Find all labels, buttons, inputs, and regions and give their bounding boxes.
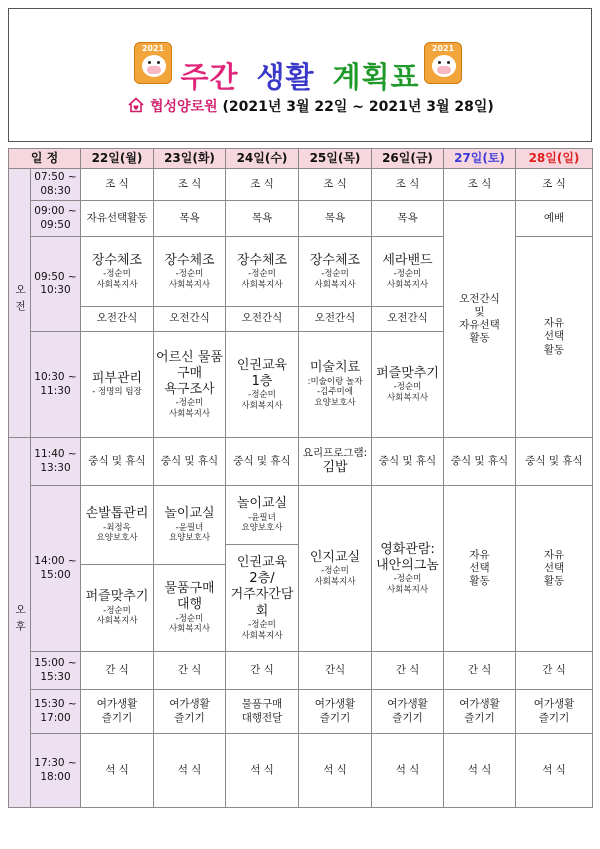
cell-thu-dinner: 석 식: [299, 734, 372, 808]
page-title: [0, 55, 600, 96]
row-leisure: [9, 690, 593, 734]
cell-sat-dinner: 석 식: [444, 734, 516, 808]
house-heart-icon: [128, 97, 144, 113]
badge-year-left: 2021: [141, 44, 165, 53]
cell-sat-lunch: 중식 및 휴식: [444, 438, 516, 486]
cell-sun-snack: 간 식: [516, 652, 593, 690]
cell-wed-dinner: 석 식: [226, 734, 299, 808]
period-pm: 오후: [9, 438, 31, 808]
cell-mon-dinner: 석 식: [81, 734, 154, 808]
cell-sat-am: 오전간식 및 자유선택 활동: [444, 201, 516, 438]
cell-thu-lunch: 요리프로그램: 김밥: [299, 438, 372, 486]
time-1030: 10:30 ~ 11:30: [31, 332, 81, 438]
header-row: [9, 149, 593, 169]
institution-name: 협성양로원: [150, 99, 218, 115]
day-header-mon: 22일(월): [81, 149, 154, 169]
time-1140: 11:40 ~ 13:30: [31, 438, 81, 486]
cell-sun-worship: 예배: [516, 201, 593, 237]
cell-mon-free: 자유선택활동: [81, 201, 154, 237]
day-header-sun: 28일(일): [516, 149, 593, 169]
day-header-thu: 25일(목): [299, 149, 372, 169]
cell-thu-bath: 목욕: [299, 201, 372, 237]
title-word-1: 주간: [180, 60, 239, 94]
row-breakfast: [9, 169, 593, 201]
time-0750: 07:50 ~ 08:30: [31, 169, 81, 201]
cell-wed-delivery: 물품구매 대행전달: [226, 690, 299, 734]
cell-thu-cognitive-class: 인지교실 -정순미 사회복지사: [299, 486, 372, 652]
time-0900: 09:00 ~ 09:50: [31, 201, 81, 237]
period-am: 오전: [9, 169, 31, 438]
cell-fri-snack: 간 식: [372, 652, 444, 690]
row-dinner: [9, 734, 593, 808]
cell-sun-leisure: 여가생활 즐기기: [516, 690, 593, 734]
cell-fri-theraband: 세라밴드 -정순미 사회복지사: [372, 237, 444, 307]
cell-fri-leisure: 여가생활 즐기기: [372, 690, 444, 734]
day-header-wed: 24일(수): [226, 149, 299, 169]
time-1400: 14:00 ~ 15:00: [31, 486, 81, 652]
cell-sat-snack: 간 식: [444, 652, 516, 690]
cell-mon-exercise: 장수체조 -정순미 사회복지사: [81, 237, 154, 307]
cell-fri-puzzle: 퍼즐맞추기 -정순미 사회복지사: [372, 332, 444, 438]
cell-mon-leisure: 여가생활 즐기기: [81, 690, 154, 734]
day-header-sat: 27일(토): [444, 149, 516, 169]
cell-wed-snack: 간 식: [226, 652, 299, 690]
cell-fri-breakfast: 조 식: [372, 169, 444, 201]
cell-tue-lunch: 중식 및 휴식: [154, 438, 226, 486]
cell-sat-leisure: 여가생활 즐기기: [444, 690, 516, 734]
cell-wed-am-snack: 오전간식: [226, 307, 299, 332]
cell-wed-rights-education: 인권교육 1층 -정순미 사회복지사: [226, 332, 299, 438]
cell-tue-dinner: 석 식: [154, 734, 226, 808]
day-header-tue: 23일(화): [154, 149, 226, 169]
weekly-schedule-table: [8, 148, 593, 808]
cell-wed-exercise: 장수체조 -정순미 사회복지사: [226, 237, 299, 307]
title-word-3: 계획표: [332, 60, 420, 94]
cell-tue-am-snack: 오전간식: [154, 307, 226, 332]
cell-mon-lunch: 중식 및 휴식: [81, 438, 154, 486]
row-1400: [9, 486, 593, 652]
cell-fri-lunch: 중식 및 휴식: [372, 438, 444, 486]
period-range: (2021년 3월 22일 ~ 2021년 3월 28일): [222, 99, 494, 115]
cell-thu-exercise: 장수체조 -정순미 사회복지사: [299, 237, 372, 307]
cell-tue-pm: 놀이교실 -윤필녀 요양보호사 물품구매 대행 -정순미 사회복지사: [154, 486, 226, 652]
cell-thu-art-therapy: 미술치료 :미술이랑 놀자 -김주미에 요양보호사: [299, 332, 372, 438]
cell-thu-leisure: 여가생활 즐기기: [299, 690, 372, 734]
cell-fri-am-snack: 오전간식: [372, 307, 444, 332]
cell-tue-snack: 간 식: [154, 652, 226, 690]
row-snack: [9, 652, 593, 690]
time-1500: 15:00 ~ 15:30: [31, 652, 81, 690]
cell-mon-snack: 간 식: [81, 652, 154, 690]
cell-mon-skin-care: 피부관리 - 정명의 팀장: [81, 332, 154, 438]
cell-sat-pm: 자유 선택 활동: [444, 486, 516, 652]
cell-mon-pm: 손발톱관리 -최정옥 요양보호사 퍼즐맞추기 -정순미 사회복지사: [81, 486, 154, 652]
cell-tue-purchase-survey: 어르신 물품 구매 욕구조사 -정순미 사회복지사: [154, 332, 226, 438]
cell-fri-dinner: 석 식: [372, 734, 444, 808]
subtitle: [128, 96, 494, 116]
cell-sat-breakfast: 조 식: [444, 169, 516, 201]
cell-thu-am-snack: 오전간식: [299, 307, 372, 332]
time-1730: 17:30 ~ 18:00: [31, 734, 81, 808]
title-word-2: 생활: [256, 60, 315, 94]
row-lunch: [9, 438, 593, 486]
day-header-fri: 26일(금): [372, 149, 444, 169]
cell-sun-lunch: 중식 및 휴식: [516, 438, 593, 486]
row-0900: [9, 201, 593, 237]
cell-wed-lunch: 중식 및 휴식: [226, 438, 299, 486]
cell-sun-pm: 자유 선택 활동: [516, 486, 593, 652]
time-1530: 15:30 ~ 17:00: [31, 690, 81, 734]
cell-wed-bath: 목욕: [226, 201, 299, 237]
cell-tue-exercise: 장수체조 -정순미 사회복지사: [154, 237, 226, 307]
time-0950: 09:50 ~ 10:30: [31, 237, 81, 332]
cell-sun-am: 자유 선택 활동: [516, 237, 593, 438]
cell-tue-bath: 목욕: [154, 201, 226, 237]
cell-fri-bath: 목욕: [372, 201, 444, 237]
cell-fri-movie: 영화관람: 내안의그놈 -정순미 사회복지사: [372, 486, 444, 652]
cell-mon-breakfast: 조 식: [81, 169, 154, 201]
cell-sun-dinner: 석 식: [516, 734, 593, 808]
cell-wed-pm: 놀이교실 -윤필녀 요양보호사 인권교육 2층/ 거주자간담회 -정순미 사회복지사: [226, 486, 299, 652]
badge-year-right: 2021: [431, 44, 455, 53]
cell-tue-breakfast: 조 식: [154, 169, 226, 201]
cell-thu-breakfast: 조 식: [299, 169, 372, 201]
cell-mon-am-snack: 오전간식: [81, 307, 154, 332]
cell-sun-breakfast: 조 식: [516, 169, 593, 201]
cell-thu-snack: 간식: [299, 652, 372, 690]
col-header-schedule: 일 정: [9, 149, 81, 169]
cell-tue-leisure: 여가생활 즐기기: [154, 690, 226, 734]
cell-wed-breakfast: 조 식: [226, 169, 299, 201]
